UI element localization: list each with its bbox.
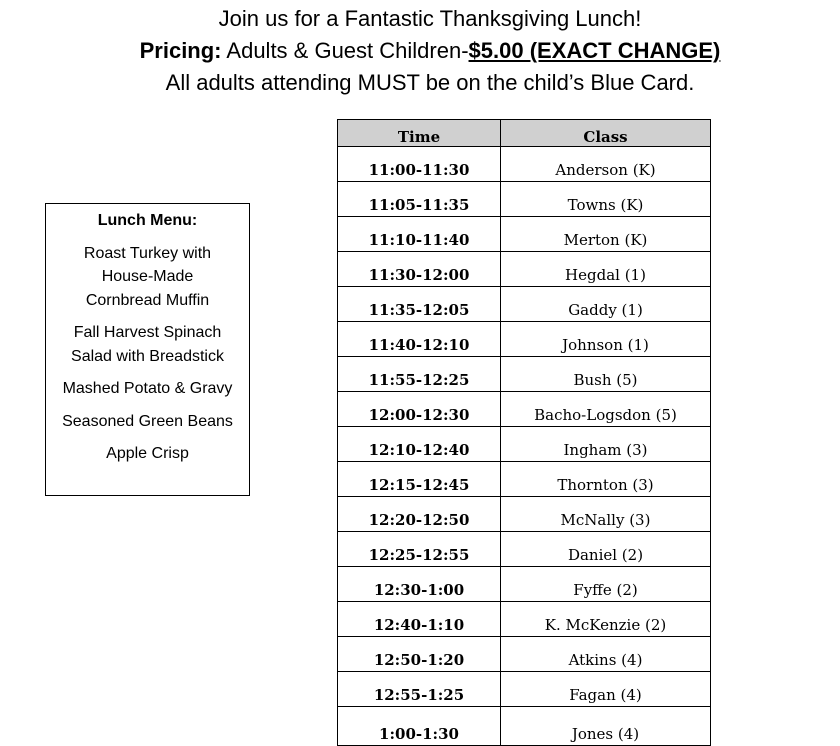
- time-cell: 12:15-12:45: [338, 462, 501, 497]
- table-row: [338, 637, 711, 672]
- table-row: [338, 287, 711, 322]
- schedule-table: [337, 119, 711, 746]
- time-cell: 12:55-1:25: [338, 672, 501, 707]
- time-cell: 12:00-12:30: [338, 392, 501, 427]
- pricing-value: $5.00 (EXACT CHANGE): [468, 38, 721, 63]
- time-cell: 11:00-11:30: [338, 147, 501, 182]
- time-cell: 11:05-11:35: [338, 182, 501, 217]
- class-cell: Anderson (K): [501, 147, 711, 182]
- table-row: [338, 427, 711, 462]
- table-row: [338, 322, 711, 357]
- time-cell: 11:55-12:25: [338, 357, 501, 392]
- class-cell: Merton (K): [501, 217, 711, 252]
- class-cell: Fyffe (2): [501, 567, 711, 602]
- class-cell: Atkins (4): [501, 637, 711, 672]
- time-cell: 12:50-1:20: [338, 637, 501, 672]
- table-row: [338, 672, 711, 707]
- pricing-line: [0, 37, 840, 65]
- time-cell: 12:25-12:55: [338, 532, 501, 567]
- class-cell: K. McKenzie (2): [501, 602, 711, 637]
- table-row: [338, 567, 711, 602]
- time-cell: 11:30-12:00: [338, 252, 501, 287]
- class-cell: Gaddy (1): [501, 287, 711, 322]
- lunch-menu-box: [45, 203, 250, 496]
- table-row: [338, 532, 711, 567]
- table-header-row: [338, 120, 711, 147]
- table-row: [338, 357, 711, 392]
- table-row: [338, 252, 711, 287]
- time-cell: 11:40-12:10: [338, 322, 501, 357]
- class-cell: Hegdal (1): [501, 252, 711, 287]
- table-row: [338, 182, 711, 217]
- time-cell: 12:10-12:40: [338, 427, 501, 462]
- title-line: Join us for a Fantastic Thanksgiving Lunch!: [218, 6, 642, 31]
- class-cell: Thornton (3): [501, 462, 711, 497]
- time-cell: 11:35-12:05: [338, 287, 501, 322]
- menu-title: Lunch Menu:: [97, 212, 198, 229]
- pricing-label: Pricing:: [139, 38, 222, 63]
- table-row: [338, 707, 711, 746]
- class-cell: Fagan (4): [501, 672, 711, 707]
- time-cell: 12:30-1:00: [338, 567, 501, 602]
- blue-card-notice: All adults attending MUST be on the child’s Blue Card.: [165, 70, 695, 95]
- menu-item: Apple Crisp: [106, 445, 189, 462]
- class-cell: Towns (K): [501, 182, 711, 217]
- class-cell: Jones (4): [501, 707, 711, 746]
- time-cell: 11:10-11:40: [338, 217, 501, 252]
- column-header-time: Time: [338, 120, 501, 147]
- class-cell: Bacho-Logsdon (5): [501, 392, 711, 427]
- menu-item: Roast Turkey with House-Made Cornbread Muffin: [83, 244, 212, 309]
- menu-item: Mashed Potato & Gravy: [62, 380, 233, 397]
- class-cell: Bush (5): [501, 357, 711, 392]
- column-header-class: Class: [501, 120, 711, 147]
- table-row: [338, 497, 711, 532]
- time-cell: 12:20-12:50: [338, 497, 501, 532]
- class-cell: McNally (3): [501, 497, 711, 532]
- menu-item: Fall Harvest Spinach Salad with Breadstick: [71, 324, 224, 365]
- class-cell: Johnson (1): [501, 322, 711, 357]
- time-cell: 1:00-1:30: [338, 707, 501, 746]
- class-cell: Ingham (3): [501, 427, 711, 462]
- time-cell: 12:40-1:10: [338, 602, 501, 637]
- table-row: [338, 602, 711, 637]
- menu-item: Seasoned Green Beans: [62, 412, 233, 430]
- class-cell: Daniel (2): [501, 532, 711, 567]
- table-row: [338, 462, 711, 497]
- table-row: [338, 217, 711, 252]
- table-row: [338, 392, 711, 427]
- table-row: [338, 147, 711, 182]
- pricing-text: Adults & Guest Children-: [221, 38, 469, 63]
